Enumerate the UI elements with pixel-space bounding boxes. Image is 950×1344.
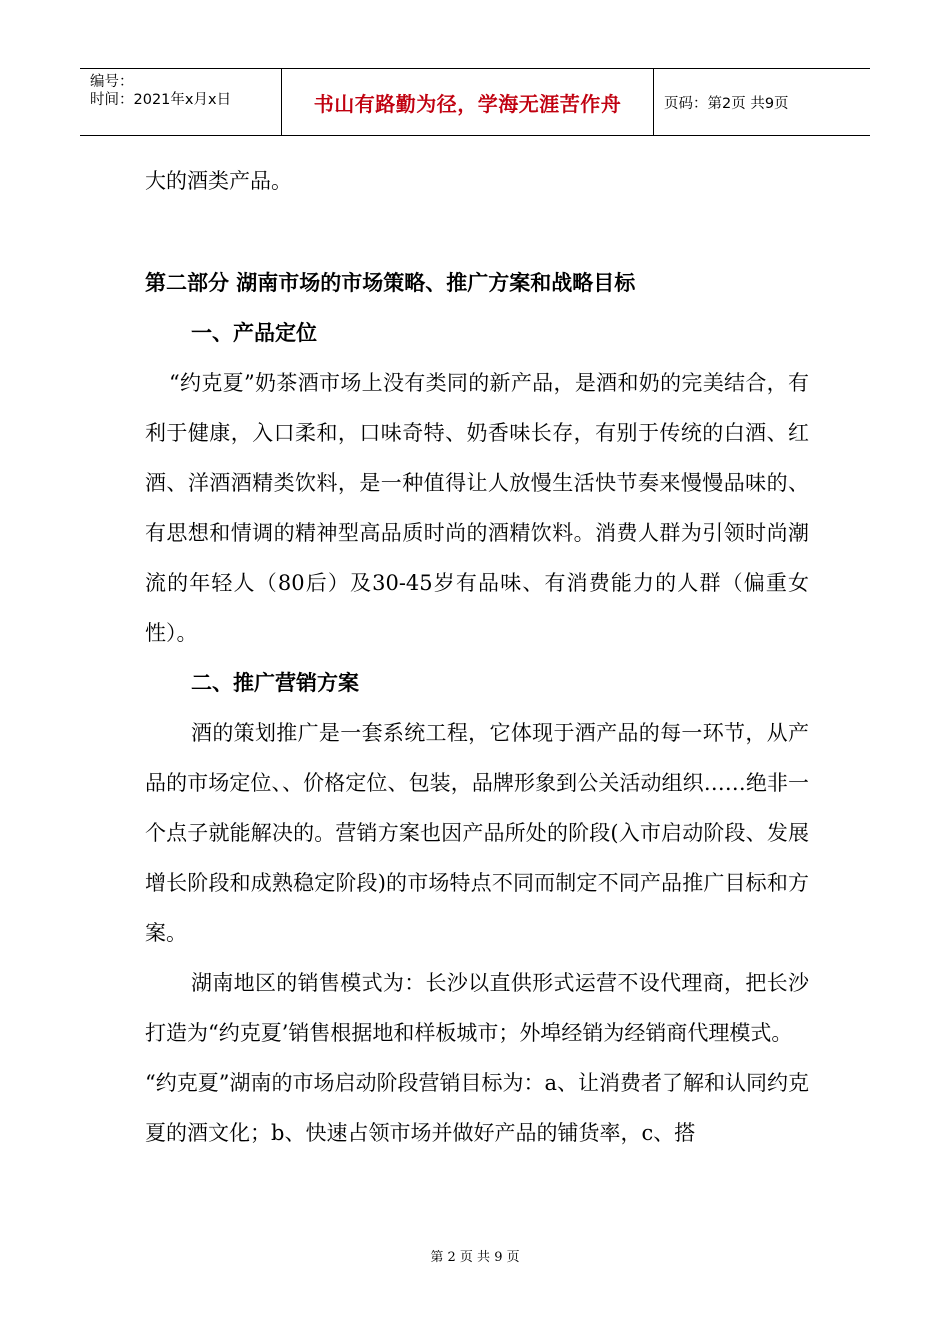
header-motto: 书山有路勤为径，学海无涯苦作舟 — [282, 69, 654, 135]
document-number-label: 编号： — [90, 74, 134, 90]
carryover-text: 大的酒类产品。 — [145, 169, 292, 193]
page-header — [80, 68, 870, 136]
page-footer: 第 2 页 共 9 页 — [430, 1250, 520, 1265]
section-title: 第二部分 湖南市场的市场策略、推广方案和战略目标 — [145, 271, 636, 295]
document-body — [145, 156, 809, 1158]
paragraph-sales-model: 湖南地区的销售模式为：长沙以直供形式运营不设代理商，把长沙打造为“约克夏’销售根据地和样板城市；外埠经销为经销商代理模式。 — [145, 971, 809, 1045]
header-page-number: 页码：第2页 共9页 — [664, 95, 789, 112]
paragraph-product-positioning: “约克夏”奶茶酒市场上没有类同的新产品，是酒和奶的完美结合，有利于健康，入口柔和，口味奇特、奶香味长存，有别于传统的白酒、红酒、洋酒酒精类饮料，是一种值得让人放慢生活快节奏来慢慢品味的、有思想和情调的精神型高品质时尚的酒精饮料。消费人群为引领时尚潮流的年轻人（80后）及30-45岁有品味、有消费能力的人群（偏重女性）。 — [145, 371, 809, 645]
spacer — [145, 206, 809, 258]
document-date-label: 时间：2021年x月x日 — [90, 92, 232, 108]
paragraph-marketing-plan: 酒的策划推广是一套系统工程，它体现于酒产品的每一环节，从产品的市场定位、、价格定位、包装，品牌形象到公关活动组织……绝非一个点子就能解决的。营销方案也因产品所处的阶段(入市启动阶段、发展增长阶段和成熟稳定阶段)的市场特点不同而制定不同产品推广目标和方案。 — [145, 721, 809, 945]
header-meta-cell — [80, 69, 282, 135]
heading-product-positioning: 一、产品定位 — [191, 321, 317, 345]
paragraph-launch-goals: “约克夏”湖南的市场启动阶段营销目标为：a、让消费者了解和认同约克夏的酒文化；b、快速占领市场并做好产品的铺货率，c、搭 — [145, 1071, 809, 1145]
heading-marketing-plan: 二、推广营销方案 — [191, 671, 359, 695]
